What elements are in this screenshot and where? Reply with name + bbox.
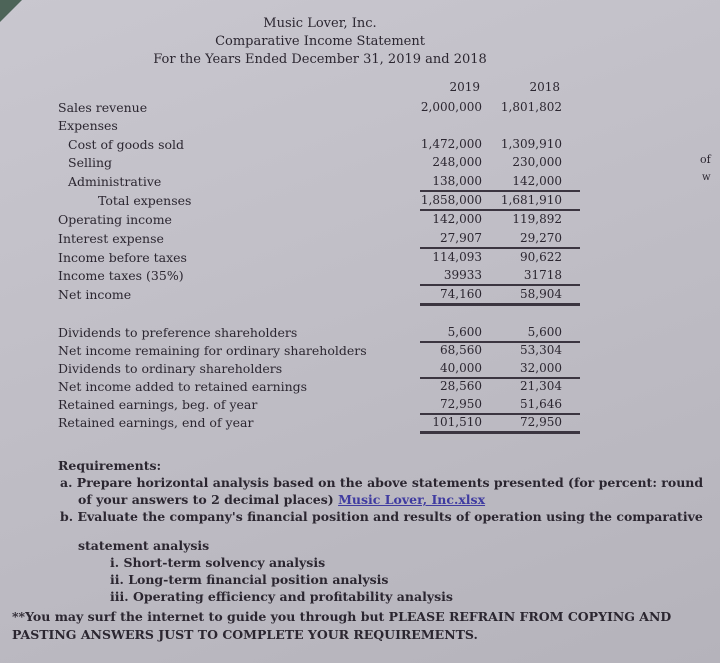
value-2018: 1,801,802 [500,100,562,114]
value-2018: 72,950 [520,415,562,429]
row-label: Net income remaining for ordinary shareholders [58,343,367,358]
value-2018: 51,646 [520,397,562,411]
value-2018: 58,904 [520,287,562,301]
note-line-2: PASTING ANSWERS JUST TO COMPLETE YOUR REQUIREMENTS. [12,627,478,642]
row-label: Net income added to retained earnings [58,379,308,394]
requirements-heading: Requirements: [58,458,162,473]
value-2018: 5,600 [527,325,562,339]
row-label: Interest expense [58,231,164,246]
value-2019: 74,160 [440,287,482,301]
requirement-b-cont: statement analysis [78,538,210,553]
row-label: Net income [58,287,132,302]
value-2018: 53,304 [520,343,562,357]
row-label: Operating income [58,212,172,227]
requirement-a-text: of your answers to 2 decimal places) [78,492,334,507]
requirement-a: a. Prepare horizontal analysis based on the above statements presented (for percent: round [60,475,704,490]
value-2019: 138,000 [432,174,482,188]
underline [420,284,580,286]
value-2018: 1,309,910 [500,137,562,151]
value-2019: 1,472,000 [420,137,482,151]
value-2019: 2,000,000 [420,100,482,114]
value-2019: 5,600 [447,325,482,339]
company-name: Music Lover, Inc. [263,16,377,31]
value-2019: 142,000 [432,212,482,226]
note-line-1: **You may surf the internet to guide you through but PLEASE REFRAIN FROM COPYING AND [12,609,672,624]
requirement-b: b. Evaluate the company's financial position and results of operation using the comparative [60,509,703,524]
value-2019: 101,510 [432,415,482,429]
value-2018: 119,892 [512,212,562,226]
value-2018: 32,000 [520,361,562,375]
requirement-b-iii: iii. Operating efficiency and profitability analysis [110,589,453,604]
value-2018: 1,681,910 [500,193,562,207]
value-2018: 29,270 [520,231,562,245]
underline [420,247,580,249]
value-2019: 27,907 [440,231,482,245]
value-2018: 21,304 [520,379,562,393]
value-2019: 40,000 [440,361,482,375]
value-2019: 39933 [443,268,482,282]
row-label: Sales revenue [58,100,148,115]
value-2018: 31718 [523,268,562,282]
requirement-b-i: i. Short-term solvency analysis [110,555,326,570]
underline [420,190,580,192]
requirement-b-ii: ii. Long-term financial position analysis [110,572,389,587]
row-label: Cost of goods sold [68,137,185,152]
row-label: Dividends to preference shareholders [58,325,298,340]
value-2019: 248,000 [432,155,482,169]
value-2019: 114,093 [432,250,482,264]
requirement-a-cont [78,492,485,507]
row-label: Income before taxes [58,250,187,265]
row-label: Expenses [58,118,118,133]
margin-fragment: w [702,172,711,183]
row-label: Dividends to ordinary shareholders [58,361,283,376]
statement-title: Comparative Income Statement [215,34,425,49]
value-2019: 68,560 [440,343,482,357]
column-2018: 2018 [529,80,560,94]
row-label: Retained earnings, beg. of year [58,397,258,412]
underline [420,209,580,211]
row-label: Administrative [68,174,162,189]
row-label: Total expenses [98,193,192,208]
underline [420,303,580,306]
value-2018: 230,000 [512,155,562,169]
margin-fragment: of [700,153,711,166]
photo-corner [0,0,22,22]
row-label: Retained earnings, end of year [58,415,254,430]
excel-file-link[interactable]: Music Lover, Inc.xlsx [338,492,486,507]
row-label: Selling [68,155,113,170]
statement-period: For the Years Ended December 31, 2019 and 2018 [153,52,487,67]
value-2019: 1,858,000 [420,193,482,207]
value-2019: 28,560 [440,379,482,393]
column-2019: 2019 [449,80,480,94]
row-label: Income taxes (35%) [58,268,184,283]
value-2018: 90,622 [520,250,562,264]
value-2019: 72,950 [440,397,482,411]
value-2018: 142,000 [512,174,562,188]
underline [420,431,580,434]
